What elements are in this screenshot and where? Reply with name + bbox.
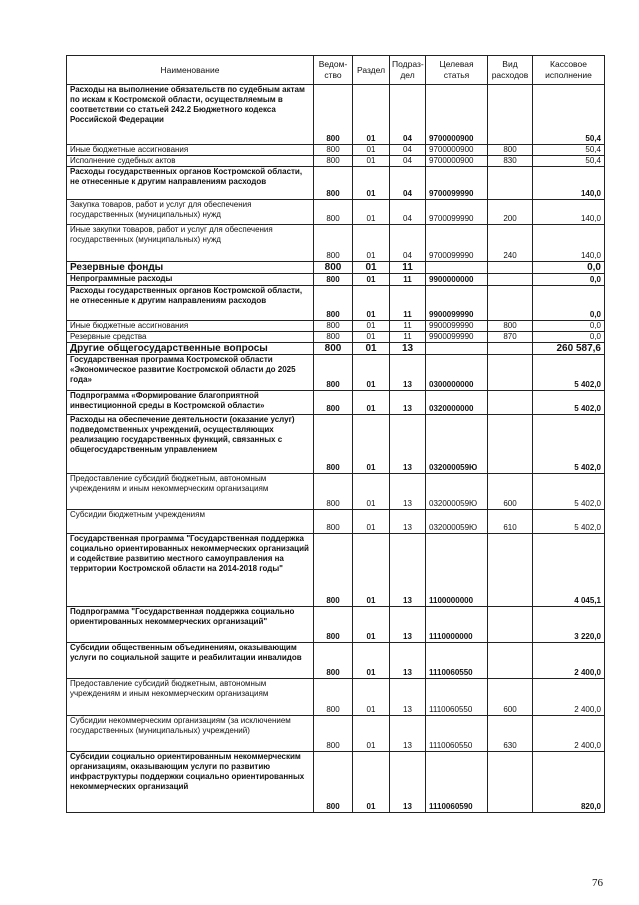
row-target: 1110060590 <box>426 752 488 813</box>
table-row <box>67 752 605 813</box>
row-kind <box>488 752 533 813</box>
row-kind: 800 <box>488 321 533 332</box>
row-subsection: 13 <box>390 355 426 391</box>
row-subsection: 13 <box>390 643 426 679</box>
row-target: 0300000000 <box>426 355 488 391</box>
row-amount: 2 400,0 <box>533 716 605 752</box>
row-kind <box>488 534 533 607</box>
row-kind <box>488 343 533 355</box>
row-kind: 870 <box>488 332 533 343</box>
row-section: 01 <box>353 343 390 355</box>
table-row <box>67 510 605 534</box>
row-target <box>426 262 488 274</box>
row-dept: 800 <box>314 415 353 474</box>
row-kind <box>488 643 533 679</box>
row-target: 9700099990 <box>426 200 488 225</box>
table-header-row <box>67 56 605 85</box>
row-section: 01 <box>353 145 390 156</box>
row-section: 01 <box>353 643 390 679</box>
header-name: Наименование <box>67 56 314 85</box>
table-row <box>67 607 605 643</box>
row-target: 9900099990 <box>426 286 488 321</box>
header-kind: Вид расходов <box>488 56 533 85</box>
row-dept: 800 <box>314 607 353 643</box>
table-row <box>67 286 605 321</box>
page-number: 76 <box>592 877 603 889</box>
row-name: Иные закупки товаров, работ и услуг для обеспечения государственных (муниципальных) нужд <box>67 225 314 262</box>
table-row <box>67 321 605 332</box>
table-row <box>67 332 605 343</box>
row-section: 01 <box>353 752 390 813</box>
row-name: Иные бюджетные ассигнования <box>67 321 314 332</box>
row-amount: 0,0 <box>533 332 605 343</box>
header-dept: Ведом-ство <box>314 56 353 85</box>
row-target <box>426 343 488 355</box>
row-target: 9700099990 <box>426 167 488 200</box>
row-kind <box>488 391 533 415</box>
row-name: Резервные средства <box>67 332 314 343</box>
row-amount: 2 400,0 <box>533 679 605 716</box>
row-dept: 800 <box>314 321 353 332</box>
table-row <box>67 355 605 391</box>
row-target: 032000059Ю <box>426 510 488 534</box>
row-kind: 630 <box>488 716 533 752</box>
row-section: 01 <box>353 716 390 752</box>
row-name: Подпрограмма "Государственная поддержка социально ориентированных некоммерческих организаций" <box>67 607 314 643</box>
row-dept: 800 <box>314 343 353 355</box>
row-section: 01 <box>353 262 390 274</box>
row-section: 01 <box>353 607 390 643</box>
row-name: Закупка товаров, работ и услуг для обеспечения государственных (муниципальных) нужд <box>67 200 314 225</box>
table-row <box>67 225 605 262</box>
row-dept: 800 <box>314 85 353 145</box>
row-kind <box>488 167 533 200</box>
row-target: 032000059Ю <box>426 415 488 474</box>
row-subsection: 04 <box>390 200 426 225</box>
row-dept: 800 <box>314 286 353 321</box>
row-amount: 5 402,0 <box>533 474 605 510</box>
row-amount: 3 220,0 <box>533 607 605 643</box>
row-name: Расходы на выполнение обязательств по судебным актам по искам к Костромской области, осуществляемым в соответствии со статьей 242.2 Бюджетного кодекса Российской Федерации <box>67 85 314 145</box>
row-subsection: 11 <box>390 332 426 343</box>
row-target: 9700000900 <box>426 85 488 145</box>
row-subsection: 13 <box>390 343 426 355</box>
table-row <box>67 343 605 355</box>
row-subsection: 13 <box>390 510 426 534</box>
row-dept: 800 <box>314 752 353 813</box>
row-amount: 820,0 <box>533 752 605 813</box>
row-name: Расходы государственных органов Костромской области, не отнесенные к другим направлениям расходов <box>67 167 314 200</box>
row-dept: 800 <box>314 716 353 752</box>
table-row <box>67 274 605 286</box>
row-target: 9900099990 <box>426 321 488 332</box>
row-dept: 800 <box>314 355 353 391</box>
row-amount: 5 402,0 <box>533 355 605 391</box>
row-name: Непрограммные расходы <box>67 274 314 286</box>
row-amount: 50,4 <box>533 85 605 145</box>
table-row <box>67 415 605 474</box>
row-subsection: 04 <box>390 145 426 156</box>
row-subsection: 11 <box>390 321 426 332</box>
table-row <box>67 262 605 274</box>
row-kind: 200 <box>488 200 533 225</box>
row-target: 1110060550 <box>426 716 488 752</box>
row-target: 9700099990 <box>426 225 488 262</box>
row-target: 032000059Ю <box>426 474 488 510</box>
budget-execution-table <box>66 55 605 813</box>
row-section: 01 <box>353 167 390 200</box>
table-row <box>67 643 605 679</box>
row-section: 01 <box>353 474 390 510</box>
row-kind <box>488 607 533 643</box>
row-amount: 50,4 <box>533 145 605 156</box>
row-name: Предоставление субсидий бюджетным, автономным учреждениям и иным некоммерческим организациям <box>67 679 314 716</box>
row-name: Расходы государственных органов Костромской области, не отнесенные к другим направлениям расходов <box>67 286 314 321</box>
row-target: 1110060550 <box>426 679 488 716</box>
row-kind: 240 <box>488 225 533 262</box>
row-subsection: 04 <box>390 167 426 200</box>
row-kind <box>488 415 533 474</box>
table-row <box>67 85 605 145</box>
row-amount: 5 402,0 <box>533 510 605 534</box>
row-amount: 4 045,1 <box>533 534 605 607</box>
row-target: 1110060550 <box>426 643 488 679</box>
table-row <box>67 145 605 156</box>
row-target: 9900000000 <box>426 274 488 286</box>
row-subsection: 11 <box>390 262 426 274</box>
row-section: 01 <box>353 534 390 607</box>
row-subsection: 13 <box>390 474 426 510</box>
row-amount: 5 402,0 <box>533 391 605 415</box>
row-amount: 260 587,6 <box>533 343 605 355</box>
table-row <box>67 534 605 607</box>
row-kind <box>488 286 533 321</box>
row-section: 01 <box>353 286 390 321</box>
row-dept: 800 <box>314 145 353 156</box>
row-dept: 800 <box>314 262 353 274</box>
header-amount: Кассовое исполнение <box>533 56 605 85</box>
row-name: Расходы на обеспечение деятельности (оказание услуг) подведомственных учреждений, осуществляющих реализацию государственных функций, связанных с общегосударственным управлением <box>67 415 314 474</box>
row-target: 1110000000 <box>426 607 488 643</box>
row-section: 01 <box>353 415 390 474</box>
row-amount: 0,0 <box>533 321 605 332</box>
row-name: Предоставление субсидий бюджетным, автономным учреждениям и иным некоммерческим организациям <box>67 474 314 510</box>
row-name: Резервные фонды <box>67 262 314 274</box>
table-row <box>67 716 605 752</box>
row-kind: 830 <box>488 156 533 167</box>
row-dept: 800 <box>314 332 353 343</box>
row-name: Государственная программа Костромской области «Экономическое развитие Костромской области до 2025 года» <box>67 355 314 391</box>
row-section: 01 <box>353 85 390 145</box>
row-subsection: 11 <box>390 286 426 321</box>
row-subsection: 13 <box>390 752 426 813</box>
row-section: 01 <box>353 156 390 167</box>
row-target: 0320000000 <box>426 391 488 415</box>
row-dept: 800 <box>314 643 353 679</box>
row-amount: 140,0 <box>533 167 605 200</box>
row-name: Другие общегосударственные вопросы <box>67 343 314 355</box>
row-subsection: 04 <box>390 156 426 167</box>
row-section: 01 <box>353 391 390 415</box>
row-subsection: 13 <box>390 607 426 643</box>
table-row <box>67 474 605 510</box>
row-dept: 800 <box>314 534 353 607</box>
row-subsection: 13 <box>390 679 426 716</box>
row-amount: 0,0 <box>533 274 605 286</box>
header-section: Раздел <box>353 56 390 85</box>
row-name: Субсидии некоммерческим организациям (за исключением государственных (муниципальных) учреждений) <box>67 716 314 752</box>
row-name: Подпрограмма «Формирование благоприятной инвестиционной среды в Костромской области» <box>67 391 314 415</box>
row-target: 9700000900 <box>426 145 488 156</box>
row-dept: 800 <box>314 167 353 200</box>
row-name: Субсидии общественным объединениям, оказывающим услуги по социальной защите и реабилитации инвалидов <box>67 643 314 679</box>
table-row <box>67 156 605 167</box>
row-name: Исполнение судебных актов <box>67 156 314 167</box>
row-amount: 140,0 <box>533 200 605 225</box>
row-amount: 50,4 <box>533 156 605 167</box>
row-section: 01 <box>353 274 390 286</box>
row-subsection: 13 <box>390 415 426 474</box>
row-section: 01 <box>353 332 390 343</box>
row-amount: 140,0 <box>533 225 605 262</box>
row-dept: 800 <box>314 510 353 534</box>
row-section: 01 <box>353 200 390 225</box>
row-kind: 610 <box>488 510 533 534</box>
row-subsection: 04 <box>390 85 426 145</box>
row-section: 01 <box>353 679 390 716</box>
row-dept: 800 <box>314 225 353 262</box>
table-row <box>67 200 605 225</box>
row-section: 01 <box>353 510 390 534</box>
row-kind: 800 <box>488 145 533 156</box>
table-row <box>67 167 605 200</box>
row-section: 01 <box>353 321 390 332</box>
row-kind <box>488 355 533 391</box>
row-dept: 800 <box>314 391 353 415</box>
row-target: 9700000900 <box>426 156 488 167</box>
row-dept: 800 <box>314 200 353 225</box>
row-dept: 800 <box>314 274 353 286</box>
row-dept: 800 <box>314 679 353 716</box>
row-dept: 800 <box>314 156 353 167</box>
row-name: Иные бюджетные ассигнования <box>67 145 314 156</box>
row-amount: 0,0 <box>533 262 605 274</box>
header-target: Целевая статья <box>426 56 488 85</box>
row-name: Государственная программа "Государственная поддержка социально ориентированных некоммерческих организаций и содействие развитию местного самоуправления на территории Костромской области на 2014-2018 годы" <box>67 534 314 607</box>
header-subsection: Подраз-дел <box>390 56 426 85</box>
row-kind <box>488 85 533 145</box>
row-section: 01 <box>353 355 390 391</box>
row-amount: 0,0 <box>533 286 605 321</box>
row-dept: 800 <box>314 474 353 510</box>
row-amount: 5 402,0 <box>533 415 605 474</box>
row-subsection: 04 <box>390 225 426 262</box>
row-kind: 600 <box>488 679 533 716</box>
row-subsection: 13 <box>390 391 426 415</box>
row-amount: 2 400,0 <box>533 643 605 679</box>
row-name: Субсидии социально ориентированным некоммерческим организациям, оказывающим услуги по развитию инфраструктуры поддержки социально ориентированных некоммерческих организаций <box>67 752 314 813</box>
row-target: 9900099990 <box>426 332 488 343</box>
row-section: 01 <box>353 225 390 262</box>
table-row <box>67 391 605 415</box>
row-target: 1100000000 <box>426 534 488 607</box>
row-kind <box>488 262 533 274</box>
row-kind: 600 <box>488 474 533 510</box>
row-name: Субсидии бюджетным учреждениям <box>67 510 314 534</box>
row-subsection: 13 <box>390 716 426 752</box>
row-subsection: 11 <box>390 274 426 286</box>
row-subsection: 13 <box>390 534 426 607</box>
row-kind <box>488 274 533 286</box>
table-row <box>67 679 605 716</box>
